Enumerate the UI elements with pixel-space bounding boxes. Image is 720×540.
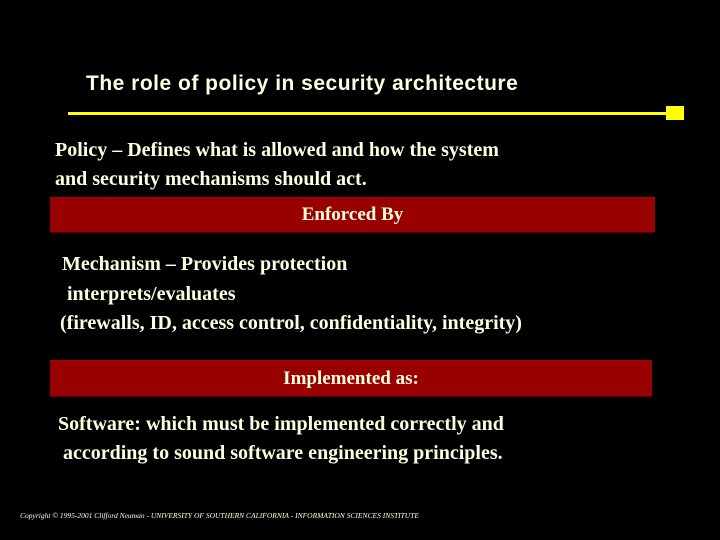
policy-line-2: and security mechanisms should act. [55, 168, 367, 190]
software-line-1: Software: which must be implemented correctly and [58, 413, 504, 435]
implemented-as-label: Implemented as: [283, 368, 419, 389]
title-underline-end-block [666, 106, 684, 120]
software-line-2: according to sound software engineering principles. [63, 442, 503, 464]
title-underline [68, 112, 672, 115]
slide-title: The role of policy in security architecture [86, 72, 519, 95]
policy-line-1: Policy – Defines what is allowed and how the system [55, 139, 499, 161]
mechanism-line-3: (firewalls, ID, access control, confidentiality, integrity) [60, 312, 522, 334]
enforced-by-label: Enforced By [301, 204, 404, 225]
mechanism-line-1: Mechanism – Provides protection [62, 253, 348, 275]
mechanism-line-2: interprets/evaluates [67, 283, 236, 305]
copyright-footer: Copyright © 1995-2001 Clifford Neuman - UNIVERSITY OF SOUTHERN CALIFORNIA - INFORMATION SCIENCES INSTITUTE [20, 511, 419, 520]
enforced-by-band [50, 197, 655, 233]
implemented-as-band [50, 360, 652, 397]
